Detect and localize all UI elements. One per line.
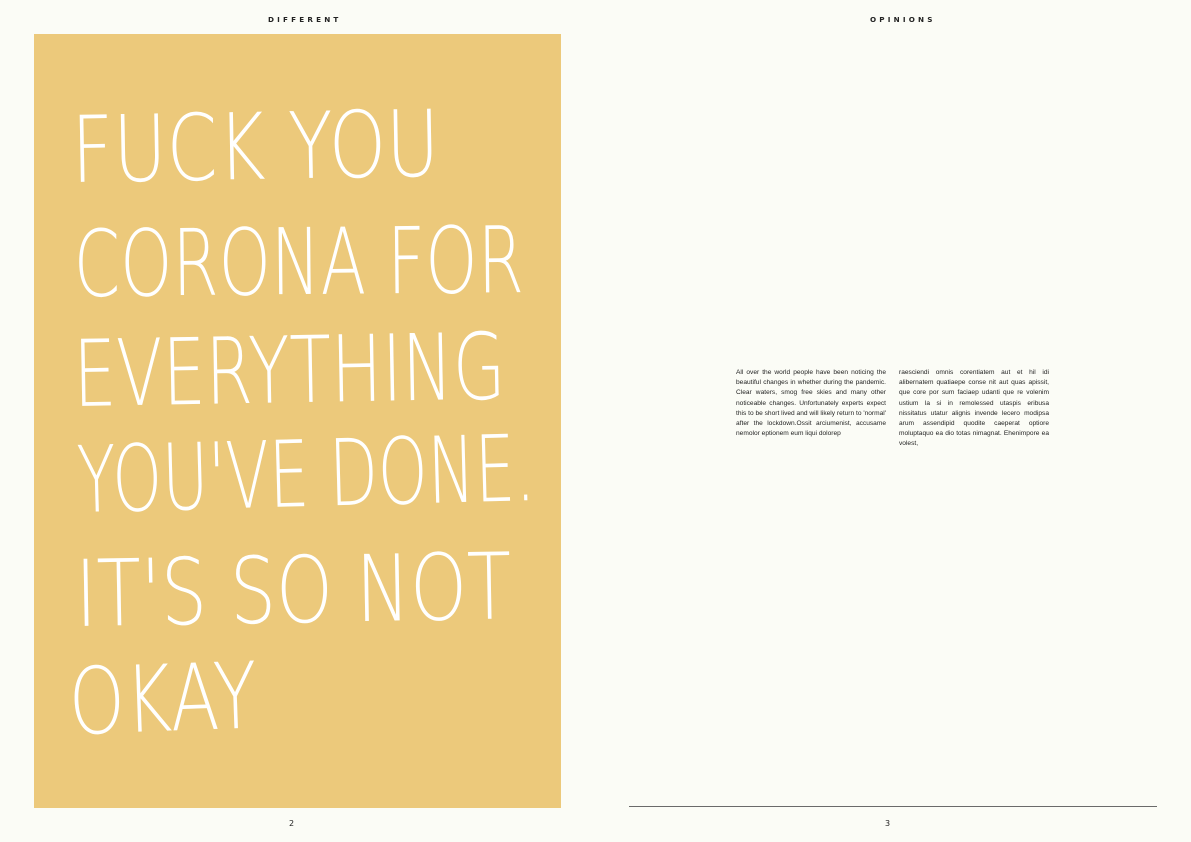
poster-illustration: [34, 34, 745, 808]
right-page: [596, 0, 1191, 842]
poster-line-2: CORONA FOR: [73, 205, 698, 318]
footer-rule: [629, 806, 1157, 807]
article-body: [736, 368, 1049, 468]
running-head-left: DIFFERENT: [268, 15, 342, 24]
poster-line-1: FUCK YOU: [70, 88, 538, 204]
page-number-left: 2: [289, 819, 295, 828]
body-column-2: raesciendi omnis corentiatem aut et hil idi alibernatem quatiaepe conse nit aut quas apissit, que core por sum faciaep udanti que re volenim ustium la si in remolessed utaspis eribusa nissitatus utatur alignis invende lecero modipsa arum assendipid quodite caeperat optiore moluptaquo ea dio totas nimagnat. Ehenimpore ea volest,: [899, 369, 1049, 448]
page-number-right: 3: [885, 819, 891, 828]
poster-line-5: IT'S SO NOT: [74, 531, 631, 648]
handwritten-poster-text: [34, 34, 745, 808]
poster-line-3: EVERYTHING: [72, 310, 661, 428]
poster-line-6: OKAY: [67, 640, 314, 756]
running-head-right: OPINIONS: [870, 15, 936, 24]
poster-line-4: YOU'VE DONE.: [75, 409, 745, 534]
body-column-1: All over the world people have been noticing the beautiful changes in whether during the pandemic. Clear waters, smog free skies and many other noticeable changes. Unfortunately experts expect this to be short lived and will likely return to 'normal' after the lockdown.Ossit arciumenist, accusame nemolor eptionem eum liqui dolorep: [736, 369, 886, 438]
